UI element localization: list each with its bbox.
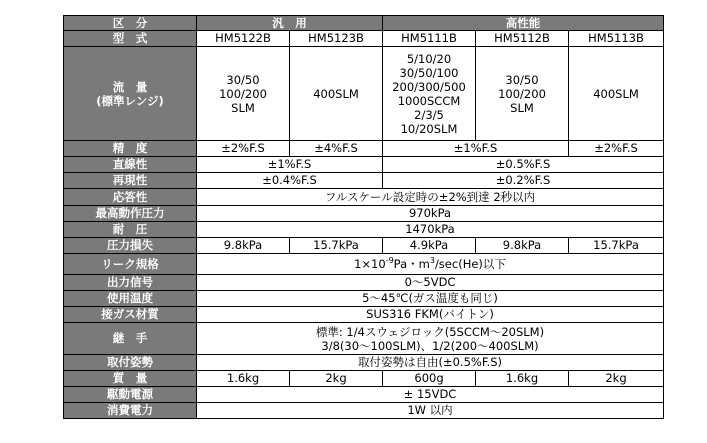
- material-cell: SUS316 FKM(バイトン): [197, 307, 664, 323]
- linearity-label: 直線性: [64, 157, 197, 173]
- flow-row: [64, 47, 664, 141]
- mass-row: [64, 371, 664, 387]
- material-row: [64, 307, 664, 323]
- consumption-cell: 1W 以内: [197, 403, 664, 419]
- flow-cell: 400SLM: [290, 47, 383, 141]
- mass-cell: 2kg: [290, 371, 383, 387]
- accuracy-cell: ±4%F.S: [290, 141, 383, 157]
- linearity-cell: ±1%F.S: [197, 157, 383, 173]
- high-performance-header: 高性能: [383, 16, 664, 31]
- mass-label: 質 量: [64, 371, 197, 387]
- model-row: [64, 31, 664, 47]
- accuracy-label: 精 度: [64, 141, 197, 157]
- fitting-line-1: 標準: 1/4スウェジロック(5SCCM～20SLM): [315, 324, 545, 339]
- repeatability-cell: ±0.4%F.S: [197, 173, 383, 189]
- response-cell: フルスケール設定時の±2%到達 2秒以内: [197, 189, 664, 206]
- temperature-row: [64, 291, 664, 307]
- linearity-cell: ±0.5%F.S: [383, 157, 664, 173]
- proof-pressure-label: 耐 圧: [64, 222, 197, 238]
- power-cell: ± 15VDC: [197, 387, 664, 403]
- response-label: 応答性: [64, 189, 197, 206]
- mass-cell: 2kg: [569, 371, 664, 387]
- accuracy-cell: ±2%F.S: [197, 141, 290, 157]
- output-label: 出力信号: [64, 275, 197, 291]
- fitting-cell: [197, 323, 664, 355]
- accuracy-cell: ±1%F.S: [383, 141, 569, 157]
- pressure-loss-cell: 15.7kPa: [569, 238, 664, 254]
- repeatability-row: [64, 173, 664, 189]
- model-cell: HM5122B: [197, 31, 290, 47]
- mass-cell: 1.6kg: [476, 371, 569, 387]
- mounting-cell: 取付姿勢は自由(±0.5%F.S): [197, 355, 664, 371]
- accuracy-row: [64, 141, 664, 157]
- mounting-label: 取付姿勢: [64, 355, 197, 371]
- consumption-row: [64, 403, 664, 419]
- leak-label: リーク規格: [64, 254, 197, 275]
- material-label: 接ガス材質: [64, 307, 197, 323]
- model-cell: HM5123B: [290, 31, 383, 47]
- model-cell: HM5113B: [569, 31, 664, 47]
- power-row: [64, 387, 664, 403]
- mass-cell: 600g: [383, 371, 476, 387]
- leak-cell: $1\times 10^{-9}Pa$・$m^3/\sec(He)$以下: [197, 254, 664, 275]
- repeatability-cell: ±0.2%F.S: [383, 173, 664, 189]
- temperature-cell: 5～45℃(ガス温度も同じ): [197, 291, 664, 307]
- general-header: 汎 用: [197, 16, 383, 31]
- mass-cell: 1.6kg: [197, 371, 290, 387]
- category-header: 区 分: [64, 16, 197, 31]
- proof-pressure-row: [64, 222, 664, 238]
- mounting-row: [64, 355, 664, 371]
- temperature-label: 使用温度: [64, 291, 197, 307]
- spec-table: [63, 15, 664, 419]
- flow-cell: 30/50 100/200 SLM: [476, 47, 569, 141]
- proof-pressure-cell: 1470kPa: [197, 222, 664, 238]
- pressure-loss-cell: 9.8kPa: [476, 238, 569, 254]
- fitting-label: 継 手: [64, 323, 197, 355]
- repeatability-label: 再現性: [64, 173, 197, 189]
- power-label: 駆動電源: [64, 387, 197, 403]
- model-label: 型 式: [64, 31, 197, 47]
- flow-cell: 30/50 100/200 SLM: [197, 47, 290, 141]
- response-row: [64, 189, 664, 206]
- fitting-row: [64, 323, 664, 355]
- flow-cell: 5/10/20 30/50/100 200/300/500 1000SCCM 2/3/5 10/20SLM: [383, 47, 476, 141]
- model-cell: HM5111B: [383, 31, 476, 47]
- output-row: [64, 275, 664, 291]
- accuracy-cell: ±2%F.S: [569, 141, 664, 157]
- max-pressure-row: [64, 206, 664, 222]
- pressure-loss-label: 圧力損失: [64, 238, 197, 254]
- max-pressure-cell: 970kPa: [197, 206, 664, 222]
- max-pressure-label: 最高動作圧力: [64, 206, 197, 222]
- model-cell: HM5112B: [476, 31, 569, 47]
- pressure-loss-cell: 9.8kPa: [197, 238, 290, 254]
- flow-cell: 400SLM: [569, 47, 664, 141]
- fitting-line-2: 3/8(30～100SLM)、1/2(200～400SLM): [321, 338, 539, 353]
- header-row: [64, 16, 664, 31]
- flow-label: 流 量 (標準レンジ): [64, 47, 197, 141]
- pressure-loss-cell: 4.9kPa: [383, 238, 476, 254]
- pressure-loss-cell: 15.7kPa: [290, 238, 383, 254]
- leak-row: [64, 254, 664, 275]
- pressure-loss-row: [64, 238, 664, 254]
- consumption-label: 消費電力: [64, 403, 197, 419]
- linearity-row: [64, 157, 664, 173]
- output-cell: 0～5VDC: [197, 275, 664, 291]
